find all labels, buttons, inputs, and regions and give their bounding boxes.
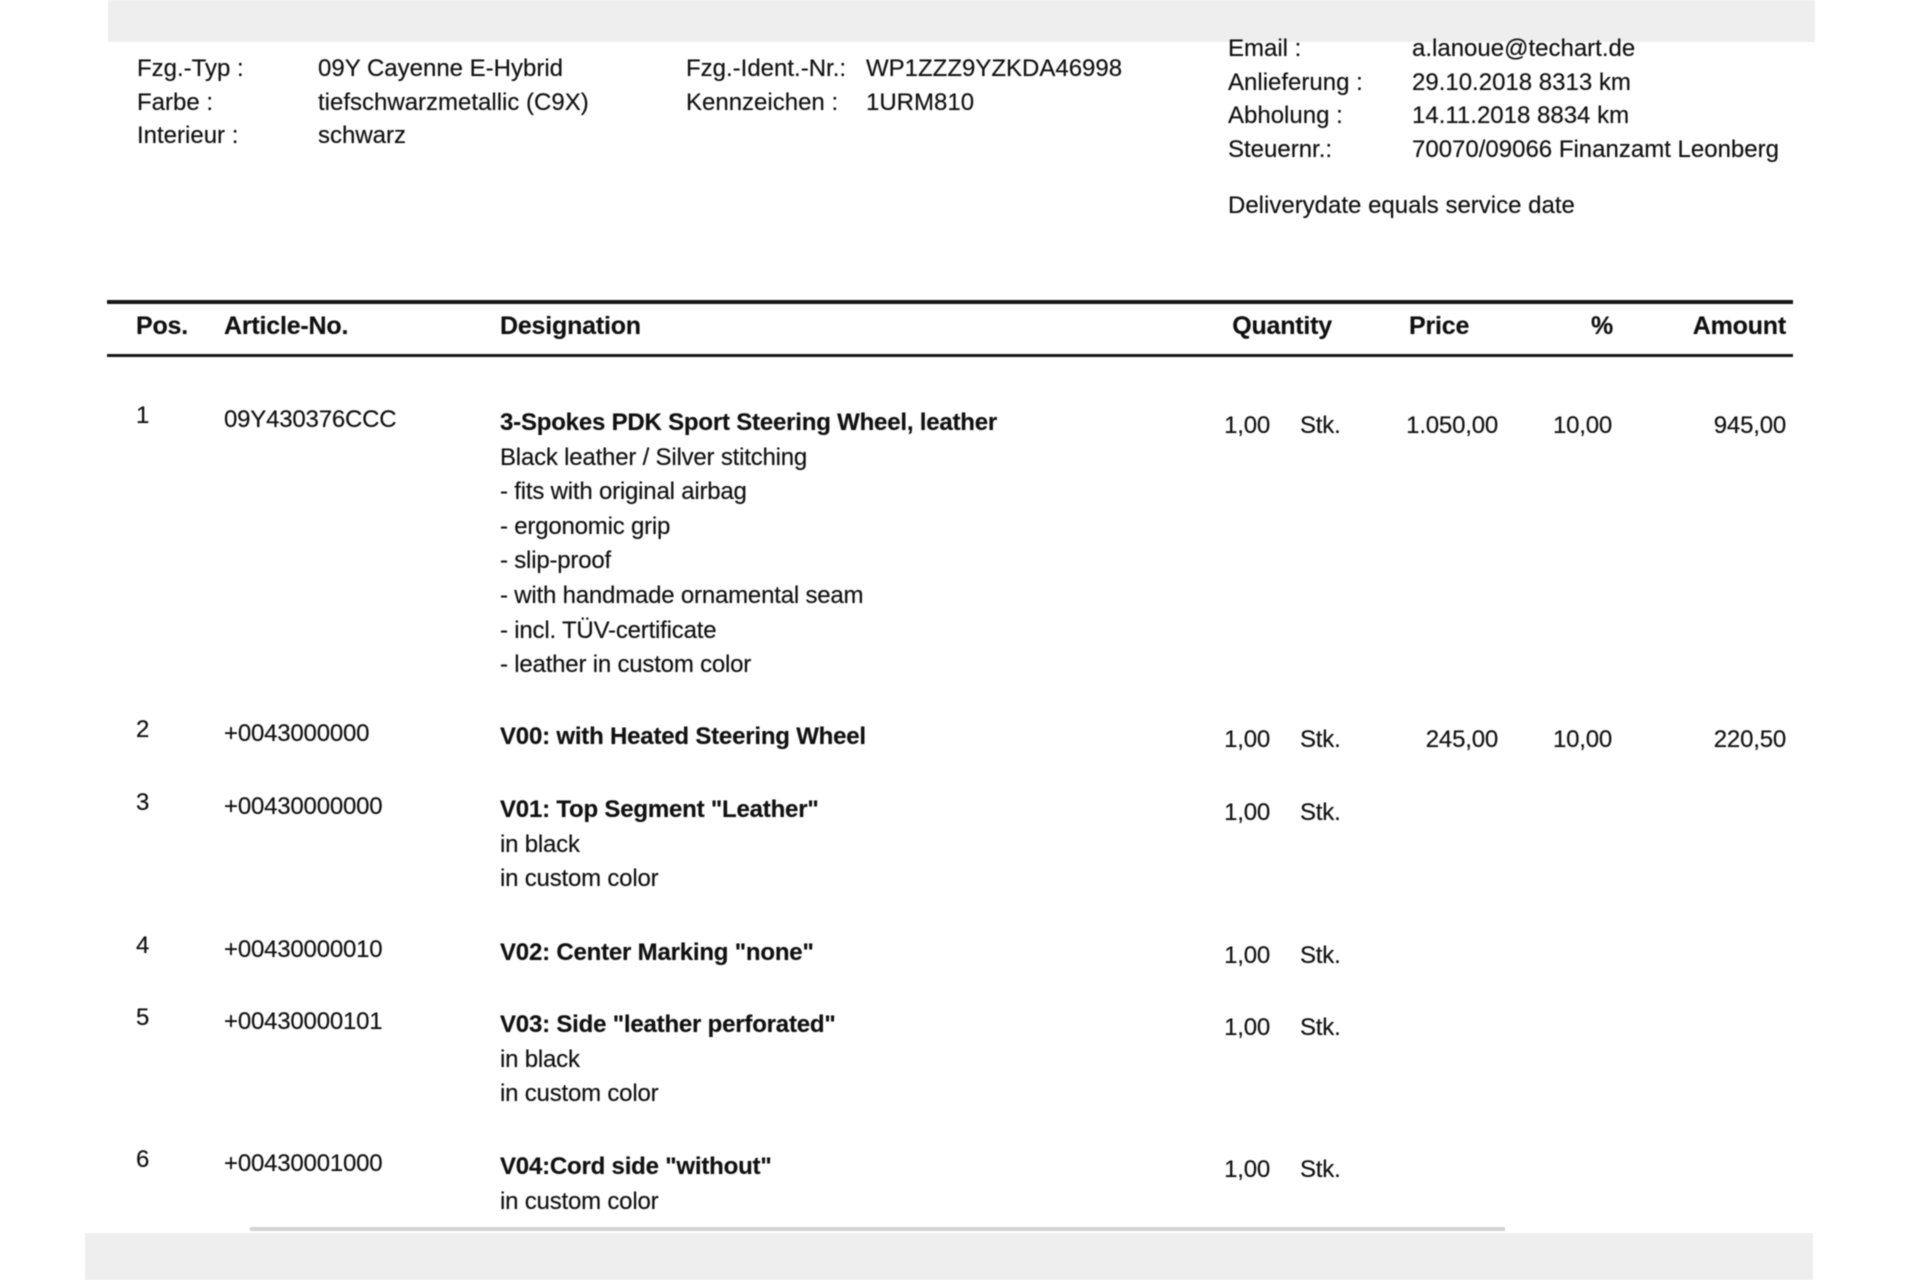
- color-label: Farbe :: [137, 88, 214, 116]
- unit-cell: Stk.: [1300, 799, 1341, 826]
- designation-title: 3-Spokes PDK Sport Steering Wheel, leather: [500, 409, 998, 436]
- email-value: a.lanoue@techart.de: [1412, 35, 1636, 62]
- designation-detail: in black: [500, 830, 580, 858]
- designation-detail: - leather in custom color: [500, 651, 752, 679]
- unit-cell: Stk.: [1300, 942, 1341, 969]
- amount-cell: 220,50: [1713, 726, 1786, 753]
- article-no-cell: +00430000000: [224, 793, 383, 820]
- delivery-in-value: 29.10.2018 8313 km: [1412, 68, 1631, 96]
- plate-row: [686, 86, 1122, 120]
- table-header-rule: [107, 354, 1793, 357]
- column-header-quantity: Quantity: [1232, 312, 1332, 340]
- vehicle-type-value: 09Y Cayenne E-Hybrid: [318, 55, 564, 82]
- designation-title: V00: with Heated Steering Wheel: [500, 723, 866, 750]
- vehicle-type-row: [137, 52, 589, 86]
- vehicle-info-right: [1228, 32, 1779, 166]
- plate-label: Kennzeichen :: [686, 88, 839, 116]
- article-no-cell: 09Y430376CCC: [224, 406, 397, 433]
- unit-cell: Stk.: [1300, 1156, 1341, 1183]
- designation-detail: - with handmade ornamental seam: [500, 581, 864, 609]
- amount-cell: 945,00: [1713, 412, 1786, 439]
- pickup-label: Abholung :: [1228, 102, 1343, 129]
- table-top-rule: [107, 300, 1793, 304]
- column-header-designation: Designation: [500, 312, 641, 340]
- article-no-cell: +00430000101: [224, 1008, 383, 1035]
- percent-cell: 10,00: [1552, 726, 1612, 753]
- column-header-price: Price: [1409, 312, 1470, 340]
- quantity-cell: 1,00: [1224, 1014, 1270, 1041]
- interior-row: [137, 119, 589, 153]
- column-header-percent: %: [1591, 312, 1614, 340]
- unit-cell: Stk.: [1300, 726, 1341, 753]
- designation-cell: [500, 720, 1140, 755]
- pos-cell: 3: [136, 789, 150, 816]
- color-row: [137, 86, 589, 120]
- tax-number-row: [1228, 133, 1779, 167]
- designation-detail: in custom color: [500, 1187, 659, 1215]
- article-no-cell: +00430001000: [224, 1150, 383, 1177]
- column-header-pos: Pos.: [136, 312, 188, 340]
- vehicle-info-left: [137, 52, 589, 153]
- designation-title: V04:Cord side "without": [500, 1153, 772, 1180]
- interior-label: Interieur :: [137, 122, 239, 149]
- designation-detail: - fits with original airbag: [500, 478, 747, 506]
- designation-title: V03: Side "leather perforated": [500, 1011, 836, 1038]
- delivery-note: Deliverydate equals service date: [1228, 192, 1575, 219]
- designation-detail: in custom color: [500, 1080, 659, 1108]
- quantity-cell: 1,00: [1224, 942, 1270, 969]
- pos-cell: 4: [136, 932, 150, 959]
- designation-cell: [500, 1150, 1140, 1219]
- column-header-article-no: Article-No.: [224, 312, 349, 340]
- scan-edge-band-bottom: [85, 1233, 1813, 1280]
- delivery-in-row: [1228, 66, 1779, 100]
- article-no-cell: +00430000010: [224, 936, 383, 963]
- vin-label: Fzg.-Ident.-Nr.:: [686, 55, 847, 82]
- designation-detail: - incl. TÜV-certificate: [500, 616, 717, 644]
- unit-cell: Stk.: [1300, 1014, 1341, 1041]
- tax-number-label: Steuernr.:: [1228, 135, 1333, 163]
- designation-title: V01: Top Segment "Leather": [500, 796, 819, 823]
- quantity-cell: 1,00: [1224, 1156, 1270, 1183]
- designation-cell: [500, 1008, 1140, 1112]
- tax-number-value: 70070/09066 Finanzamt Leonberg: [1412, 135, 1779, 163]
- vehicle-type-label: Fzg.-Typ :: [137, 55, 244, 82]
- interior-value: schwarz: [318, 122, 407, 149]
- vin-row: [686, 52, 1122, 86]
- quantity-cell: 1,00: [1224, 412, 1270, 439]
- pos-cell: 2: [136, 716, 150, 743]
- designation-title: V02: Center Marking "none": [500, 939, 814, 966]
- scan-smudge-line: [250, 1227, 1505, 1231]
- designation-cell: [500, 936, 1140, 971]
- designation-detail: - slip-proof: [500, 547, 611, 575]
- pos-cell: 5: [136, 1004, 150, 1031]
- article-no-cell: +0043000000: [224, 720, 370, 747]
- email-label: Email :: [1228, 35, 1302, 62]
- plate-value: 1URM810: [866, 88, 975, 116]
- pickup-value: 14.11.2018 8834 km: [1412, 102, 1630, 129]
- designation-detail: in black: [500, 1045, 580, 1073]
- vin-value: WP1ZZZ9YZKDA46998: [866, 55, 1123, 82]
- percent-cell: 10,00: [1552, 412, 1612, 439]
- price-cell: 1.050,00: [1406, 412, 1498, 439]
- pickup-row: [1228, 99, 1779, 133]
- designation-detail: - ergonomic grip: [500, 512, 671, 540]
- pos-cell: 6: [136, 1146, 150, 1173]
- color-value: tiefschwarzmetallic (C9X): [318, 88, 589, 116]
- designation-cell: [500, 793, 1140, 897]
- unit-cell: Stk.: [1300, 412, 1341, 439]
- pos-cell: 1: [136, 402, 150, 429]
- delivery-in-label: Anlieferung :: [1228, 68, 1363, 96]
- column-header-amount: Amount: [1692, 312, 1786, 340]
- vehicle-info-middle: [686, 52, 1122, 119]
- designation-cell: [500, 406, 1140, 683]
- designation-detail: in custom color: [500, 865, 659, 893]
- designation-detail: Black leather / Silver stitching: [500, 443, 808, 471]
- quantity-cell: 1,00: [1224, 726, 1270, 753]
- quantity-cell: 1,00: [1224, 799, 1270, 826]
- email-row: [1228, 32, 1779, 66]
- price-cell: 245,00: [1425, 726, 1498, 753]
